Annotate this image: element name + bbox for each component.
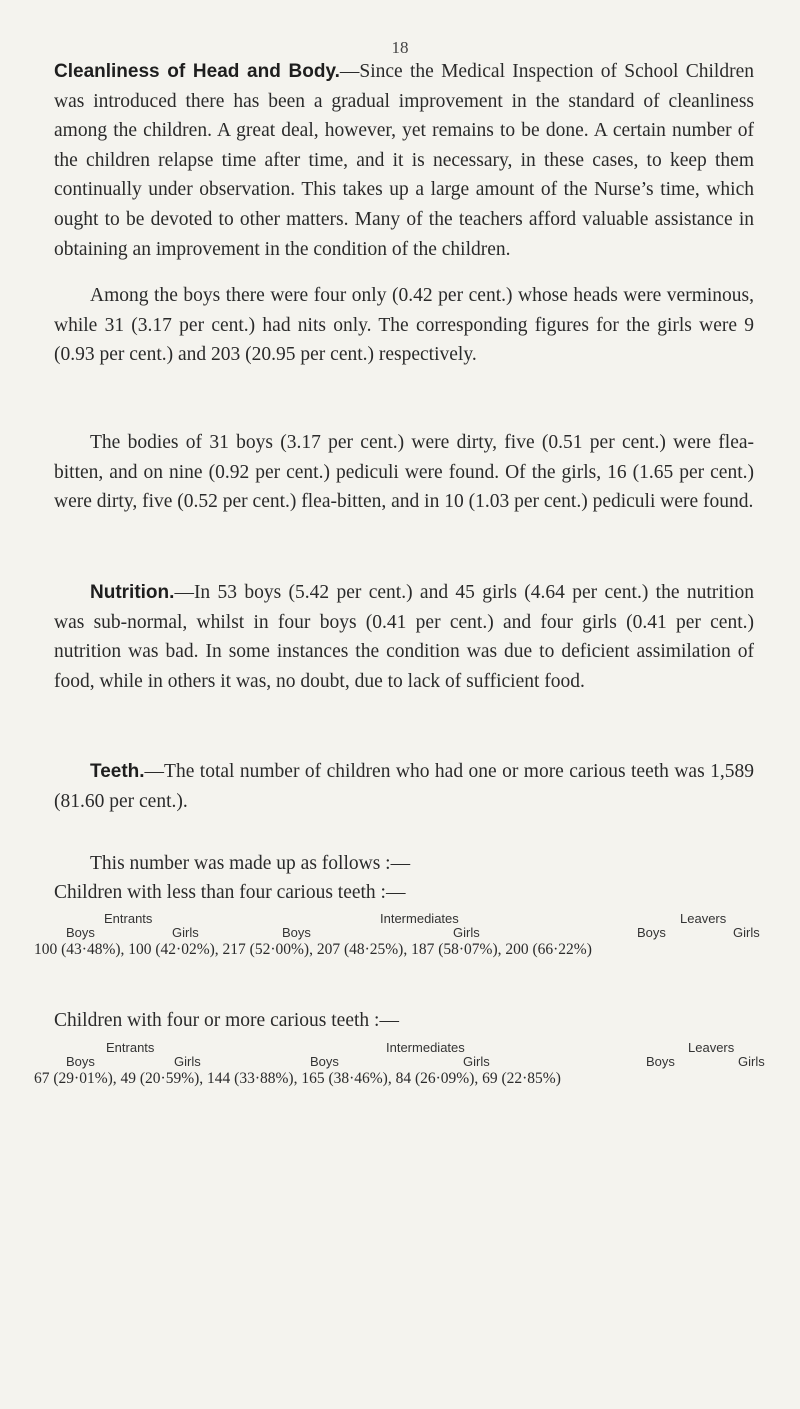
made-up-line: This number was made up as follows :—	[90, 853, 411, 874]
subhead-boys: Boys	[66, 925, 95, 940]
cleanliness-heading: Cleanliness of Head and Body.	[54, 61, 340, 82]
nutrition-text: —In 53 boys (5.42 per cent.) and 45 girls (4.64 per cent.) the nutrition was sub-normal, whilst in four boys (0.41 per cent.) and four girls (0.41 per cent.) nutrition was bad. In some instances the condition was due to deficient assimilation of food, while in others it was, no doubt, due to lack of sufficient food.	[54, 582, 754, 692]
subhead-girls: Girls	[453, 925, 480, 940]
group-leavers: Leavers	[688, 1040, 735, 1055]
subhead-boys: Boys	[310, 1054, 339, 1069]
page-number: 18	[391, 38, 409, 57]
subhead-girls: Girls	[174, 1054, 201, 1069]
group-entrants: Entrants	[104, 911, 153, 926]
group-entrants: Entrants	[106, 1040, 155, 1055]
subhead-boys: Boys	[282, 925, 311, 940]
teeth-text: —The total number of children who had one or more carious teeth was 1,589 (81.60 per cent.).	[54, 761, 754, 812]
subhead-boys: Boys	[646, 1054, 675, 1069]
less-than-four-label: Children with less than four carious teeth :—	[54, 882, 406, 903]
teeth-heading: Teeth.	[90, 761, 145, 782]
four-or-more-label: Children with four or more carious teeth :—	[54, 1010, 399, 1031]
nutrition-paragraph	[54, 578, 754, 696]
subhead-boys: Boys	[66, 1054, 95, 1069]
subhead-girls: Girls	[172, 925, 199, 940]
group-leavers: Leavers	[680, 911, 727, 926]
subhead-girls: Girls	[463, 1054, 490, 1069]
four-or-more-values: 67 (29·01%), 49 (20·59%), 144 (33·88%), 165 (38·46%), 84 (26·09%), 69 (22·85%)	[34, 1070, 561, 1087]
subhead-boys: Boys	[637, 925, 666, 940]
less-than-four-values: 100 (43·48%), 100 (42·02%), 217 (52·00%), 207 (48·25%), 187 (58·07%), 200 (66·22%)	[34, 941, 592, 958]
teeth-paragraph	[54, 757, 754, 816]
bodies-paragraph: The bodies of 31 boys (3.17 per cent.) were dirty, five (0.51 per cent.) were flea-bitten, and on nine (0.92 per cent.) pediculi were found. Of the girls, 16 (1.65 per cent.) were dirty, five (0.52 per cent.) flea-bitten, and in 10 (1.03 per cent.) pediculi were found.	[54, 432, 754, 513]
group-intermediates: Intermediates	[386, 1040, 465, 1055]
heads-paragraph: Among the boys there were four only (0.42 per cent.) whose heads were verminous, while 31 (3.17 per cent.) had nits only. The corresponding figures for the girls were 9 (0.93 per cent.) and 203 (20.95 per cent.) respectively.	[54, 285, 754, 366]
subhead-girls: Girls	[738, 1054, 765, 1069]
subhead-girls: Girls	[733, 925, 760, 940]
cleanliness-paragraph	[54, 57, 754, 264]
group-intermediates: Intermediates	[380, 911, 459, 926]
cleanliness-text: —Since the Medical Inspection of School Children was introduced there has been a gradual improvement in the standard of cleanliness among the children. A great deal, however, yet remains to be done. A certain number of the children relapse time after time, and it is necessary, in these cases, to keep them continually under observation. This takes up a large amount of the Nurse’s time, which ought to be devoted to other matters. Many of the teachers afford valuable assistance in obtaining an improvement in the condition of the children.	[54, 61, 754, 260]
nutrition-heading: Nutrition.	[90, 582, 175, 603]
